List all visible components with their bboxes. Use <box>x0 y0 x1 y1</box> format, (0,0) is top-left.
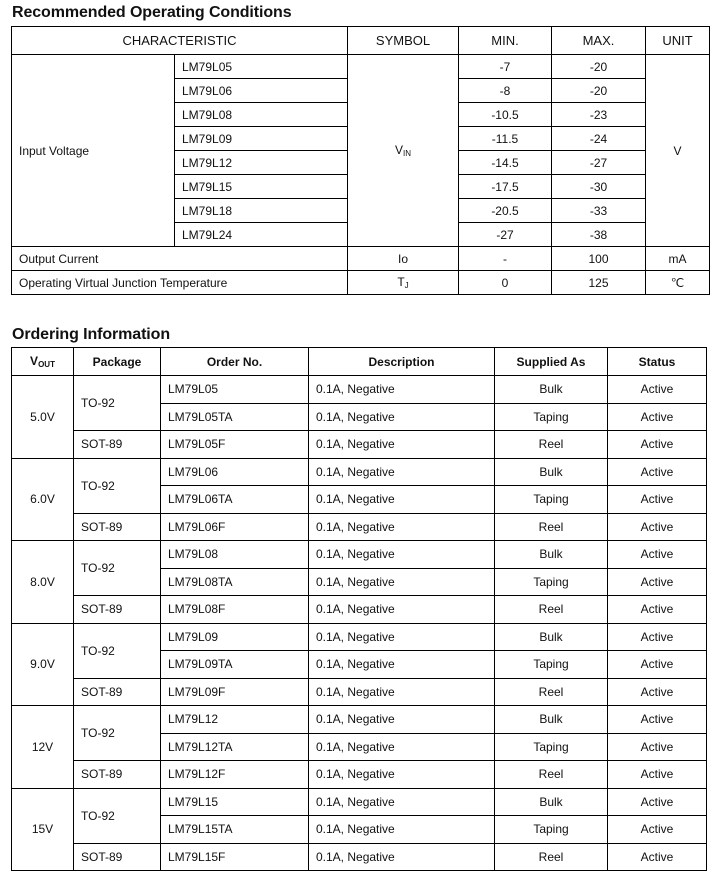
vout-value: 12V <box>12 706 74 789</box>
package-value: SOT-89 <box>74 678 161 706</box>
order-number: LM79L05 <box>161 376 309 404</box>
package-value: SOT-89 <box>74 843 161 871</box>
max-value: -30 <box>552 175 646 199</box>
package-value: SOT-89 <box>74 596 161 624</box>
input-voltage-symbol-sub: IN <box>403 149 411 158</box>
temperature-row <box>12 271 710 295</box>
status-value: Active <box>608 458 707 486</box>
order-number: LM79L12F <box>161 761 309 789</box>
min-value: -7 <box>459 55 552 79</box>
max-value: -33 <box>552 199 646 223</box>
part-number: LM79L15 <box>175 175 348 199</box>
description-value: 0.1A, Negative <box>309 788 495 816</box>
package-value: TO-92 <box>74 541 161 596</box>
table-row <box>12 431 707 459</box>
status-value: Active <box>608 843 707 871</box>
description-value: 0.1A, Negative <box>309 843 495 871</box>
temperature-symbol <box>348 271 459 295</box>
max-value: -23 <box>552 103 646 127</box>
description-value: 0.1A, Negative <box>309 568 495 596</box>
part-number: LM79L24 <box>175 223 348 247</box>
description-value: 0.1A, Negative <box>309 733 495 761</box>
order-number: LM79L15 <box>161 788 309 816</box>
order-number: LM79L05F <box>161 431 309 459</box>
header-vout <box>12 348 74 376</box>
supplied-as-value: Taping <box>495 486 608 514</box>
order-number: LM79L12TA <box>161 733 309 761</box>
min-value: -20.5 <box>459 199 552 223</box>
table-row <box>12 458 707 486</box>
header-status: Status <box>608 348 707 376</box>
header-supplied-as: Supplied As <box>495 348 608 376</box>
part-number: LM79L18 <box>175 199 348 223</box>
package-value: SOT-89 <box>74 761 161 789</box>
order-number: LM79L15TA <box>161 816 309 844</box>
order-number: LM79L05TA <box>161 403 309 431</box>
status-value: Active <box>608 788 707 816</box>
description-value: 0.1A, Negative <box>309 651 495 679</box>
max-value: -20 <box>552 55 646 79</box>
recommended-conditions-table <box>11 26 710 295</box>
vout-value: 8.0V <box>12 541 74 624</box>
supplied-as-value: Taping <box>495 403 608 431</box>
order-number: LM79L09 <box>161 623 309 651</box>
header-min: MIN. <box>459 27 552 55</box>
table-row <box>12 541 707 569</box>
temperature-symbol-main: T <box>397 275 405 289</box>
description-value: 0.1A, Negative <box>309 431 495 459</box>
vout-value: 6.0V <box>12 458 74 541</box>
temperature-label: Operating Virtual Junction Temperature <box>12 271 348 295</box>
package-value: SOT-89 <box>74 513 161 541</box>
unit-value: ℃ <box>646 271 710 295</box>
order-number: LM79L12 <box>161 706 309 734</box>
description-value: 0.1A, Negative <box>309 513 495 541</box>
table-header-row <box>12 27 710 55</box>
supplied-as-value: Reel <box>495 761 608 789</box>
header-unit: UNIT <box>646 27 710 55</box>
status-value: Active <box>608 651 707 679</box>
part-number: LM79L05 <box>175 55 348 79</box>
supplied-as-value: Bulk <box>495 541 608 569</box>
status-value: Active <box>608 431 707 459</box>
order-number: LM79L06F <box>161 513 309 541</box>
min-value: 0 <box>459 271 552 295</box>
table-row <box>12 623 707 651</box>
order-number: LM79L09TA <box>161 651 309 679</box>
min-value: -8 <box>459 79 552 103</box>
header-characteristic: CHARACTERISTIC <box>12 27 348 55</box>
supplied-as-value: Reel <box>495 843 608 871</box>
header-description: Description <box>309 348 495 376</box>
package-value: TO-92 <box>74 706 161 761</box>
max-value: 100 <box>552 247 646 271</box>
supplied-as-value: Reel <box>495 596 608 624</box>
description-value: 0.1A, Negative <box>309 623 495 651</box>
min-value: -14.5 <box>459 151 552 175</box>
description-value: 0.1A, Negative <box>309 458 495 486</box>
temperature-symbol-sub: J <box>404 281 409 290</box>
description-value: 0.1A, Negative <box>309 486 495 514</box>
section-title-ordering: Ordering Information <box>12 326 171 343</box>
table-row <box>12 706 707 734</box>
description-value: 0.1A, Negative <box>309 678 495 706</box>
status-value: Active <box>608 486 707 514</box>
supplied-as-value: Bulk <box>495 458 608 486</box>
part-number: LM79L08 <box>175 103 348 127</box>
table-row <box>12 596 707 624</box>
order-number: LM79L06 <box>161 458 309 486</box>
table-header-row <box>12 348 707 376</box>
order-number: LM79L08 <box>161 541 309 569</box>
supplied-as-value: Reel <box>495 513 608 541</box>
part-number: LM79L09 <box>175 127 348 151</box>
supplied-as-value: Taping <box>495 816 608 844</box>
input-voltage-symbol <box>348 55 459 247</box>
status-value: Active <box>608 403 707 431</box>
header-max: MAX. <box>552 27 646 55</box>
output-current-row <box>12 247 710 271</box>
supplied-as-value: Bulk <box>495 788 608 816</box>
description-value: 0.1A, Negative <box>309 761 495 789</box>
package-value: TO-92 <box>74 376 161 431</box>
header-symbol: SYMBOL <box>348 27 459 55</box>
table-row <box>12 843 707 871</box>
supplied-as-value: Bulk <box>495 706 608 734</box>
status-value: Active <box>608 761 707 789</box>
supplied-as-value: Taping <box>495 651 608 679</box>
description-value: 0.1A, Negative <box>309 596 495 624</box>
output-current-label: Output Current <box>12 247 348 271</box>
unit-value: mA <box>646 247 710 271</box>
vout-value: 5.0V <box>12 376 74 459</box>
package-value: TO-92 <box>74 623 161 678</box>
max-value: -20 <box>552 79 646 103</box>
header-package: Package <box>74 348 161 376</box>
header-order-no: Order No. <box>161 348 309 376</box>
table-row <box>12 376 707 404</box>
table-row <box>12 513 707 541</box>
status-value: Active <box>608 678 707 706</box>
description-value: 0.1A, Negative <box>309 376 495 404</box>
description-value: 0.1A, Negative <box>309 706 495 734</box>
input-voltage-unit: V <box>646 55 710 247</box>
status-value: Active <box>608 541 707 569</box>
input-voltage-symbol-main: V <box>394 143 403 157</box>
table-row <box>12 788 707 816</box>
max-value: -27 <box>552 151 646 175</box>
order-number: LM79L09F <box>161 678 309 706</box>
status-value: Active <box>608 706 707 734</box>
header-vout-main: V <box>30 354 39 368</box>
part-number: LM79L06 <box>175 79 348 103</box>
status-value: Active <box>608 376 707 404</box>
section-title-recommended: Recommended Operating Conditions <box>12 4 292 21</box>
vout-value: 15V <box>12 788 74 871</box>
supplied-as-value: Reel <box>495 431 608 459</box>
supplied-as-value: Taping <box>495 733 608 761</box>
package-value: TO-92 <box>74 458 161 513</box>
input-voltage-label: Input Voltage <box>12 55 175 247</box>
status-value: Active <box>608 568 707 596</box>
order-number: LM79L08F <box>161 596 309 624</box>
min-value: -17.5 <box>459 175 552 199</box>
table-row <box>12 761 707 789</box>
supplied-as-value: Bulk <box>495 376 608 404</box>
min-value: - <box>459 247 552 271</box>
max-value: -24 <box>552 127 646 151</box>
supplied-as-value: Reel <box>495 678 608 706</box>
description-value: 0.1A, Negative <box>309 816 495 844</box>
description-value: 0.1A, Negative <box>309 541 495 569</box>
max-value: -38 <box>552 223 646 247</box>
package-value: SOT-89 <box>74 431 161 459</box>
description-value: 0.1A, Negative <box>309 403 495 431</box>
ordering-information-table <box>11 347 707 871</box>
min-value: -10.5 <box>459 103 552 127</box>
vout-value: 9.0V <box>12 623 74 706</box>
header-vout-sub: OUT <box>38 360 55 369</box>
min-value: -11.5 <box>459 127 552 151</box>
table-row <box>12 678 707 706</box>
min-value: -27 <box>459 223 552 247</box>
order-number: LM79L08TA <box>161 568 309 596</box>
status-value: Active <box>608 816 707 844</box>
max-value: 125 <box>552 271 646 295</box>
status-value: Active <box>608 733 707 761</box>
part-number: LM79L12 <box>175 151 348 175</box>
order-number: LM79L15F <box>161 843 309 871</box>
output-current-symbol: Io <box>348 247 459 271</box>
supplied-as-value: Taping <box>495 568 608 596</box>
order-number: LM79L06TA <box>161 486 309 514</box>
status-value: Active <box>608 596 707 624</box>
status-value: Active <box>608 623 707 651</box>
table-row <box>12 55 710 79</box>
supplied-as-value: Bulk <box>495 623 608 651</box>
package-value: TO-92 <box>74 788 161 843</box>
status-value: Active <box>608 513 707 541</box>
